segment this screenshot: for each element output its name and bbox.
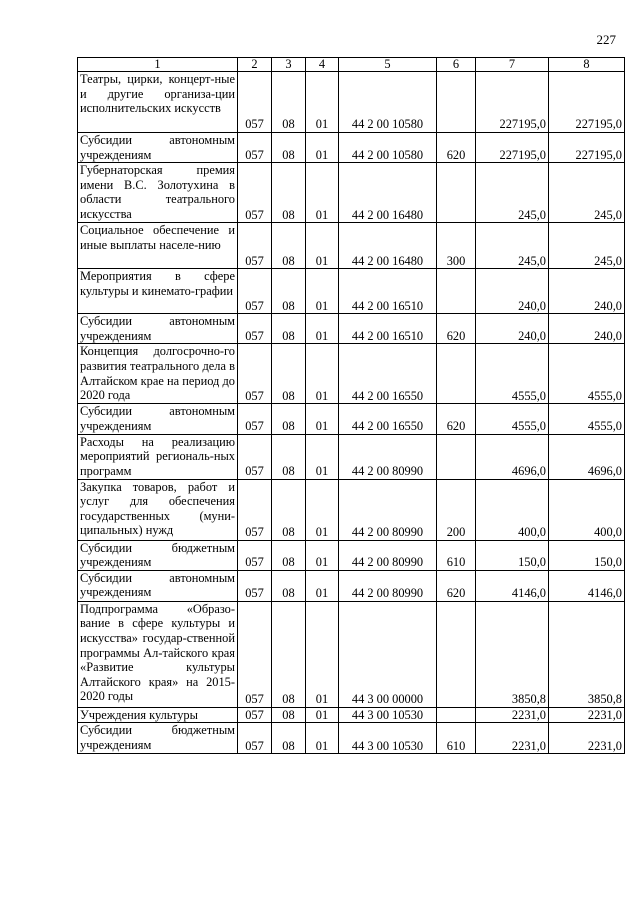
ministry-code-cell: 057 [238, 314, 272, 344]
table-row [78, 269, 625, 314]
target-article-cell: 44 2 00 16510 [339, 269, 437, 314]
expense-type-cell [437, 434, 476, 479]
table-row [78, 540, 625, 570]
target-article-cell: 44 3 00 00000 [339, 601, 437, 707]
section-cell: 08 [272, 223, 306, 269]
target-article-cell: 44 2 00 80990 [339, 570, 437, 601]
subsection-cell: 01 [306, 344, 339, 404]
target-article-cell: 44 2 00 16510 [339, 314, 437, 344]
target-article-cell: 44 2 00 80990 [339, 434, 437, 479]
row-name-cell: Расходы на реализацию мероприятий региональ-ных программ [78, 434, 238, 479]
subsection-cell: 01 [306, 570, 339, 601]
row-name-cell: Субсидии автономным учреждениям [78, 314, 238, 344]
row-name-cell: Подпрограмма «Образо-вание в сфере культуры и искусства» государ-ственной программы Ал-тайского края «Развитие культуры Алтайского края» на 2015-2020 годы [78, 601, 238, 707]
expense-type-cell [437, 72, 476, 133]
ministry-code-cell: 057 [238, 570, 272, 601]
amount-cell: 2231,0 [549, 707, 625, 723]
amount-cell: 4555,0 [549, 404, 625, 434]
target-article-cell: 44 2 00 16480 [339, 163, 437, 223]
section-cell: 08 [272, 133, 306, 163]
section-cell: 08 [272, 269, 306, 314]
row-name-cell: Губернаторская премия имени В.С. Золотухина в области театрального искусства [78, 163, 238, 223]
amount-cell: 4555,0 [549, 344, 625, 404]
target-article-cell: 44 2 00 80990 [339, 540, 437, 570]
row-name-cell: Мероприятия в сфере культуры и кинемато-графии [78, 269, 238, 314]
amount-cell: 245,0 [476, 223, 549, 269]
subsection-cell: 01 [306, 540, 339, 570]
ministry-code-cell: 057 [238, 479, 272, 540]
expense-type-cell: 620 [437, 133, 476, 163]
subsection-cell: 01 [306, 314, 339, 344]
subsection-cell: 01 [306, 269, 339, 314]
table-row [78, 344, 625, 404]
table-row [78, 314, 625, 344]
table-row [78, 479, 625, 540]
expense-type-cell [437, 163, 476, 223]
header-cell: 8 [549, 58, 625, 72]
ministry-code-cell: 057 [238, 133, 272, 163]
section-cell: 08 [272, 434, 306, 479]
header-cell: 6 [437, 58, 476, 72]
expense-type-cell: 610 [437, 723, 476, 754]
row-name-cell: Субсидии бюджетным учреждениям [78, 723, 238, 754]
ministry-code-cell: 057 [238, 723, 272, 754]
row-name-cell: Учреждения культуры [78, 707, 238, 723]
target-article-cell: 44 2 00 10580 [339, 72, 437, 133]
table-row [78, 72, 625, 133]
header-cell: 1 [78, 58, 238, 72]
amount-cell: 2231,0 [549, 723, 625, 754]
section-cell: 08 [272, 723, 306, 754]
row-name-cell: Концепция долгосрочно-го развития театрального дела в Алтайском крае на период до 2020 года [78, 344, 238, 404]
target-article-cell: 44 2 00 80990 [339, 479, 437, 540]
amount-cell: 245,0 [549, 163, 625, 223]
section-cell: 08 [272, 344, 306, 404]
page-number: 227 [596, 32, 616, 47]
expense-type-cell: 300 [437, 223, 476, 269]
target-article-cell: 44 2 00 16550 [339, 404, 437, 434]
table-row [78, 723, 625, 754]
amount-cell: 3850,8 [476, 601, 549, 707]
header-cell: 3 [272, 58, 306, 72]
amount-cell: 227195,0 [549, 72, 625, 133]
amount-cell: 240,0 [476, 314, 549, 344]
row-name-cell: Субсидии бюджетным учреждениям [78, 540, 238, 570]
ministry-code-cell: 057 [238, 404, 272, 434]
ministry-code-cell: 057 [238, 269, 272, 314]
ministry-code-cell: 057 [238, 163, 272, 223]
amount-cell: 2231,0 [476, 707, 549, 723]
ministry-code-cell: 057 [238, 344, 272, 404]
amount-cell: 4146,0 [476, 570, 549, 601]
expense-type-cell [437, 601, 476, 707]
amount-cell: 4696,0 [549, 434, 625, 479]
amount-cell: 4146,0 [549, 570, 625, 601]
amount-cell: 4555,0 [476, 344, 549, 404]
header-cell: 7 [476, 58, 549, 72]
row-name-cell: Субсидии автономным учреждениям [78, 133, 238, 163]
header-cell: 2 [238, 58, 272, 72]
expense-type-cell: 620 [437, 404, 476, 434]
amount-cell: 240,0 [549, 269, 625, 314]
amount-cell: 227195,0 [549, 133, 625, 163]
target-article-cell: 44 2 00 10580 [339, 133, 437, 163]
row-name-cell: Субсидии автономным учреждениям [78, 570, 238, 601]
ministry-code-cell: 057 [238, 223, 272, 269]
subsection-cell: 01 [306, 479, 339, 540]
target-article-cell: 44 2 00 16550 [339, 344, 437, 404]
ministry-code-cell: 057 [238, 601, 272, 707]
section-cell: 08 [272, 479, 306, 540]
amount-cell: 2231,0 [476, 723, 549, 754]
table-row [78, 223, 625, 269]
section-cell: 08 [272, 540, 306, 570]
subsection-cell: 01 [306, 723, 339, 754]
table-row [78, 404, 625, 434]
ministry-code-cell: 057 [238, 434, 272, 479]
table-row [78, 133, 625, 163]
row-name-cell: Субсидии автономным учреждениям [78, 404, 238, 434]
table-row [78, 601, 625, 707]
expense-type-cell [437, 344, 476, 404]
section-cell: 08 [272, 707, 306, 723]
subsection-cell: 01 [306, 133, 339, 163]
subsection-cell: 01 [306, 434, 339, 479]
amount-cell: 227195,0 [476, 133, 549, 163]
ministry-code-cell: 057 [238, 540, 272, 570]
amount-cell: 400,0 [476, 479, 549, 540]
header-cell: 5 [339, 58, 437, 72]
amount-cell: 400,0 [549, 479, 625, 540]
header-cell: 4 [306, 58, 339, 72]
table-row [78, 570, 625, 601]
expense-type-cell [437, 707, 476, 723]
row-name-cell: Театры, цирки, концерт-ные и другие организа-ции исполнительских искусств [78, 72, 238, 133]
section-cell: 08 [272, 163, 306, 223]
target-article-cell: 44 3 00 10530 [339, 707, 437, 723]
subsection-cell: 01 [306, 72, 339, 133]
expense-type-cell: 200 [437, 479, 476, 540]
amount-cell: 245,0 [476, 163, 549, 223]
amount-cell: 227195,0 [476, 72, 549, 133]
row-name-cell: Социальное обеспечение и иные выплаты населе-нию [78, 223, 238, 269]
subsection-cell: 01 [306, 707, 339, 723]
expense-type-cell: 610 [437, 540, 476, 570]
amount-cell: 150,0 [476, 540, 549, 570]
table-row [78, 434, 625, 479]
section-cell: 08 [272, 570, 306, 601]
amount-cell: 3850,8 [549, 601, 625, 707]
amount-cell: 4555,0 [476, 404, 549, 434]
subsection-cell: 01 [306, 601, 339, 707]
row-name-cell: Закупка товаров, работ и услуг для обеспечения государственных (муни-ципальных) нужд [78, 479, 238, 540]
section-cell: 08 [272, 404, 306, 434]
ministry-code-cell: 057 [238, 72, 272, 133]
table-header-row [78, 58, 625, 72]
amount-cell: 240,0 [549, 314, 625, 344]
target-article-cell: 44 3 00 10530 [339, 723, 437, 754]
subsection-cell: 01 [306, 223, 339, 269]
section-cell: 08 [272, 314, 306, 344]
amount-cell: 245,0 [549, 223, 625, 269]
expense-type-cell [437, 269, 476, 314]
expense-type-cell: 620 [437, 314, 476, 344]
amount-cell: 240,0 [476, 269, 549, 314]
amount-cell: 150,0 [549, 540, 625, 570]
section-cell: 08 [272, 72, 306, 133]
expense-type-cell: 620 [437, 570, 476, 601]
amount-cell: 4696,0 [476, 434, 549, 479]
budget-table [77, 57, 625, 754]
table-row [78, 707, 625, 723]
subsection-cell: 01 [306, 163, 339, 223]
ministry-code-cell: 057 [238, 707, 272, 723]
table-row [78, 163, 625, 223]
subsection-cell: 01 [306, 404, 339, 434]
section-cell: 08 [272, 601, 306, 707]
target-article-cell: 44 2 00 16480 [339, 223, 437, 269]
